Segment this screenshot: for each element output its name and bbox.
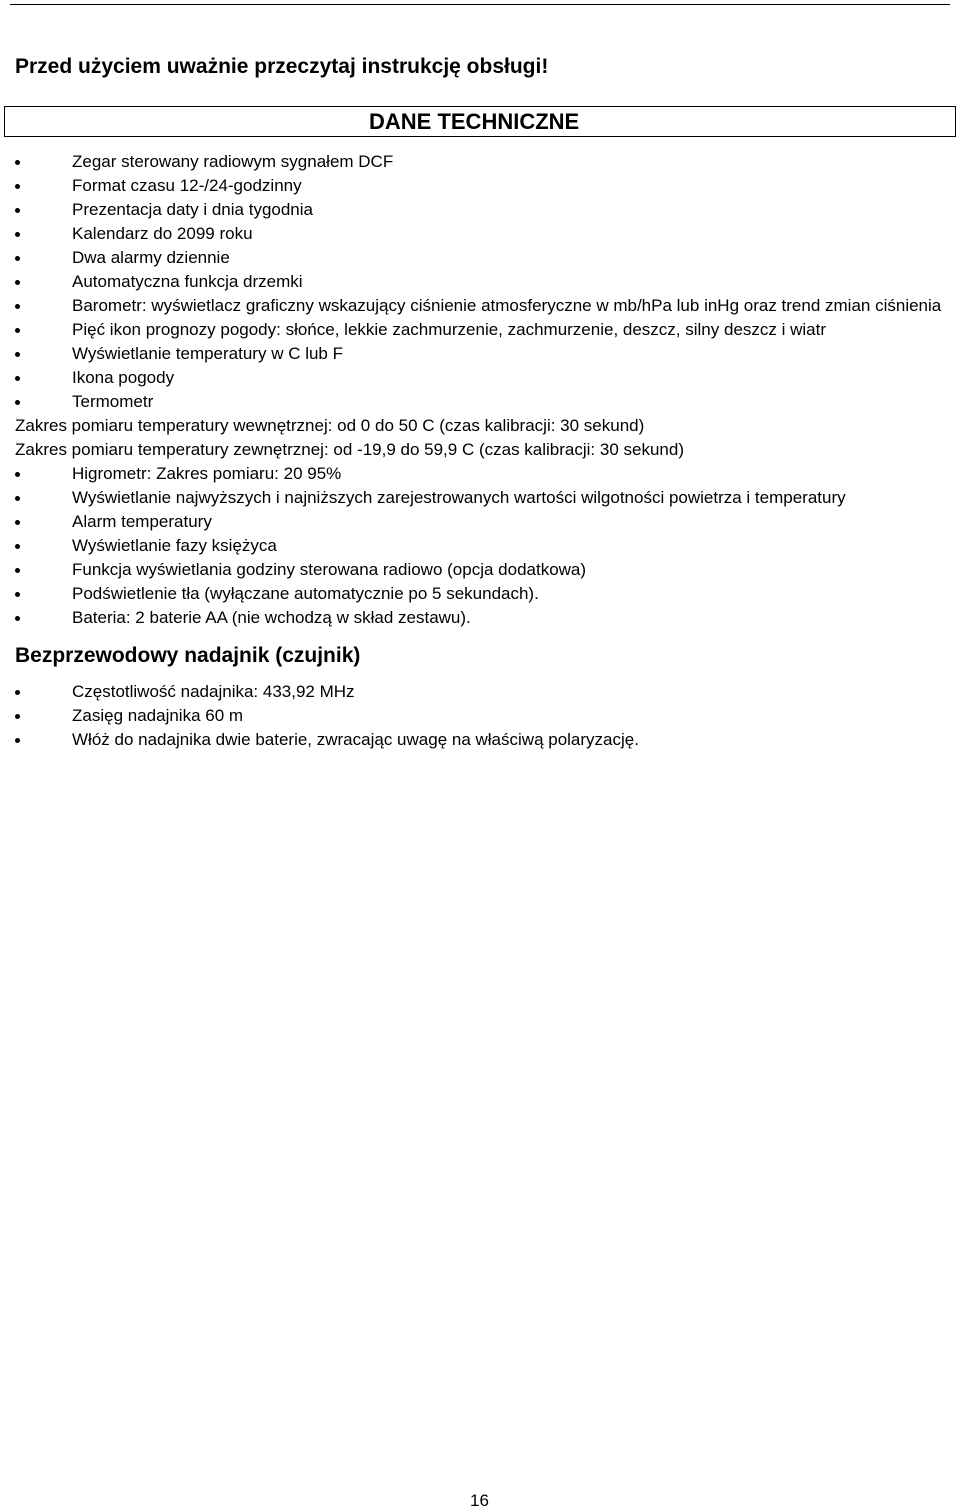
top-rule: [10, 4, 950, 5]
bullet-icon: [15, 690, 20, 695]
transmitter-heading: Bezprzewodowy nadajnik (czujnik): [15, 644, 361, 667]
list-item: Włóż do nadajnika dwie baterie, zwracając uwagę na właściwą polaryzację.: [15, 728, 947, 752]
list-item: Termometr: [15, 390, 947, 414]
bullet-icon: [15, 568, 20, 573]
bullet-icon: [15, 160, 20, 165]
bullet-icon: [15, 400, 20, 405]
list-item: Częstotliwość nadajnika: 433,92 MHz: [15, 680, 947, 704]
list-item: Barometr: wyświetlacz graficzny wskazujący ciśnienie atmosferyczne w mb/hPa lub inHg oraz trend zmian ciśnienia: [15, 294, 947, 318]
list-item: Alarm temperatury: [15, 510, 947, 534]
list-item: Wyświetlanie fazy księżyca: [15, 534, 947, 558]
bullet-icon: [15, 352, 20, 357]
bullet-icon: [15, 376, 20, 381]
list-item: Prezentacja daty i dnia tygodnia: [15, 198, 947, 222]
bullet-icon: [15, 184, 20, 189]
bullet-icon: [15, 472, 20, 477]
section-title-box: [4, 106, 956, 137]
spec-content: [15, 150, 947, 752]
list-item: Funkcja wyświetlania godziny sterowana radiowo (opcja dodatkowa): [15, 558, 947, 582]
bullet-icon: [15, 714, 20, 719]
list-item: Automatyczna funkcja drzemki: [15, 270, 947, 294]
list-item: Wyświetlanie najwyższych i najniższych zarejestrowanych wartości wilgotności powietrza i temperatury: [15, 486, 947, 510]
section-title: DANE TECHNICZNE: [369, 109, 580, 134]
bullet-icon: [15, 616, 20, 621]
list-item: Higrometr: Zakres pomiaru: 20 95%: [15, 462, 947, 486]
bullet-icon: [15, 256, 20, 261]
list-item: Pięć ikon prognozy pogody: słońce, lekkie zachmurzenie, zachmurzenie, deszcz, silny deszcz i wiatr: [15, 318, 947, 342]
bullet-icon: [15, 738, 20, 743]
feature-list: [15, 150, 947, 414]
bullet-icon: [15, 328, 20, 333]
list-item: Wyświetlanie temperatury w C lub F: [15, 342, 947, 366]
outdoor-temperature-range: Zakres pomiaru temperatury zewnętrznej: od -19,9 do 59,9 C (czas kalibracji: 30 sekund): [15, 440, 684, 459]
list-item: Zegar sterowany radiowym sygnałem DCF: [15, 150, 947, 174]
bullet-icon: [15, 592, 20, 597]
list-item: Zasięg nadajnika 60 m: [15, 704, 947, 728]
bullet-icon: [15, 208, 20, 213]
list-item: Format czasu 12-/24-godzinny: [15, 174, 947, 198]
list-item: Dwa alarmy dziennie: [15, 246, 947, 270]
list-item: Ikona pogody: [15, 366, 947, 390]
warning-heading: Przed użyciem uważnie przeczytaj instrukcję obsługi!: [15, 55, 549, 78]
bullet-icon: [15, 496, 20, 501]
indoor-temperature-range: Zakres pomiaru temperatury wewnętrznej: od 0 do 50 C (czas kalibracji: 30 sekund): [15, 416, 645, 435]
bullet-icon: [15, 280, 20, 285]
bullet-icon: [15, 304, 20, 309]
list-item: Bateria: 2 baterie AA (nie wchodzą w skład zestawu).: [15, 606, 947, 630]
bullet-icon: [15, 520, 20, 525]
feature-list-continued: [15, 462, 947, 630]
list-item: Podświetlenie tła (wyłączane automatycznie po 5 sekundach).: [15, 582, 947, 606]
bullet-icon: [15, 232, 20, 237]
transmitter-list: [15, 680, 947, 752]
page-number: 16: [470, 1491, 489, 1510]
bullet-icon: [15, 544, 20, 549]
list-item: Kalendarz do 2099 roku: [15, 222, 947, 246]
